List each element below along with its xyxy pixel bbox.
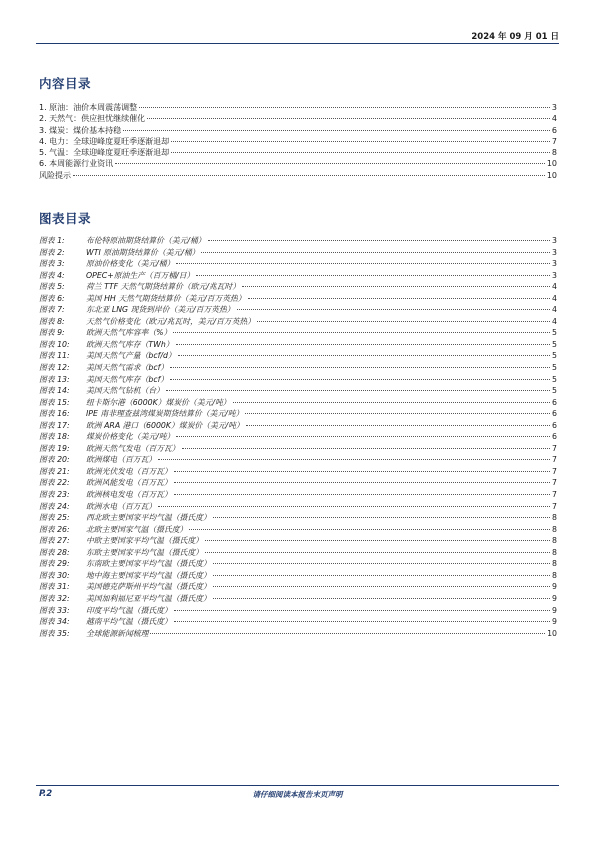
figure-entry-number: 图表 16: bbox=[39, 409, 70, 419]
figure-entry-page: 7 bbox=[552, 501, 557, 511]
figure-entry-title: 全球能源新闻梳理 bbox=[86, 628, 149, 638]
figure-entry-page: 6 bbox=[552, 432, 557, 442]
dot-leader bbox=[178, 355, 550, 356]
figure-entry-number: 图表 18: bbox=[39, 432, 70, 442]
figure-entry[interactable] bbox=[39, 477, 557, 489]
figure-entry-title: 欧洲风能发电（百万瓦） bbox=[86, 478, 172, 488]
dot-leader bbox=[196, 275, 550, 276]
figure-entry-page: 8 bbox=[552, 536, 557, 546]
dot-leader bbox=[213, 517, 550, 518]
figure-entry-title: OPEC+原油生产（百万桶/日） bbox=[86, 270, 195, 280]
figure-entry-number: 图表 28: bbox=[39, 547, 70, 557]
figure-entry-page: 5 bbox=[552, 363, 557, 373]
figure-entry[interactable] bbox=[39, 593, 557, 605]
dot-leader bbox=[246, 425, 550, 426]
figure-entry[interactable] bbox=[39, 270, 557, 282]
dot-leader bbox=[170, 379, 550, 380]
dot-leader bbox=[213, 563, 550, 564]
toc-entry-label: 3. 煤炭：煤价基本持稳 bbox=[39, 125, 122, 135]
figure-entry-page: 4 bbox=[552, 305, 557, 315]
dot-leader bbox=[123, 130, 550, 131]
dot-leader bbox=[174, 494, 550, 495]
figure-entry[interactable] bbox=[39, 362, 557, 374]
figure-entry-number: 图表 1: bbox=[39, 236, 65, 245]
figure-entry[interactable] bbox=[39, 558, 557, 570]
dot-leader bbox=[257, 321, 550, 322]
toc-entry-page: 10 bbox=[546, 170, 557, 180]
toc-entry-label: 1. 原油：油价本周震荡调整 bbox=[39, 103, 138, 112]
figure-entry[interactable] bbox=[39, 443, 557, 455]
dot-leader bbox=[73, 175, 545, 176]
figure-entry-page: 6 bbox=[552, 397, 557, 407]
figure-entry[interactable] bbox=[39, 628, 557, 640]
figure-entry-page: 7 bbox=[552, 466, 557, 476]
figure-entry-title: 美国天然气库存（bcf） bbox=[86, 374, 169, 384]
figure-entry-title: 纽卡斯尔港（6000K）煤炭价（美元/吨） bbox=[86, 397, 231, 407]
figure-entry[interactable] bbox=[39, 466, 557, 478]
toc-entry-page: 8 bbox=[551, 148, 557, 158]
figure-entry-page: 8 bbox=[552, 570, 557, 580]
figure-entry-title: 东北亚 LNG 现货到岸价（美元/百万英热） bbox=[86, 305, 235, 315]
dot-leader bbox=[176, 263, 550, 264]
dot-leader bbox=[205, 552, 550, 553]
figure-entry[interactable] bbox=[39, 501, 557, 513]
figure-entry-page: 7 bbox=[552, 443, 557, 453]
figure-entry-title: 欧洲光伏发电（百万瓦） bbox=[86, 466, 172, 476]
figure-entry-number: 图表 15: bbox=[39, 397, 70, 407]
dot-leader bbox=[158, 506, 550, 507]
figure-entry-page: 8 bbox=[552, 524, 557, 534]
figure-entry-page: 4 bbox=[552, 282, 557, 292]
dot-leader bbox=[158, 459, 550, 460]
dot-leader bbox=[213, 575, 550, 576]
dot-leader bbox=[237, 309, 550, 310]
dot-leader bbox=[174, 482, 550, 483]
figure-entry[interactable] bbox=[39, 535, 557, 547]
dot-leader bbox=[245, 413, 550, 414]
figure-entry-page: 8 bbox=[552, 513, 557, 523]
dot-leader bbox=[139, 107, 550, 108]
figure-entry-page: 5 bbox=[552, 386, 557, 396]
figure-entry[interactable] bbox=[39, 350, 557, 362]
toc-list bbox=[39, 102, 557, 181]
figure-entry-page: 7 bbox=[552, 490, 557, 500]
figure-entry-page: 9 bbox=[552, 617, 557, 627]
figure-list-title: 图表目录 bbox=[39, 211, 92, 226]
figure-entry-number: 图表 4: bbox=[39, 270, 65, 280]
figure-entry-number: 图表 32: bbox=[39, 593, 70, 603]
dot-leader bbox=[208, 240, 550, 241]
figure-entry-page: 9 bbox=[552, 605, 557, 615]
figure-entry[interactable] bbox=[39, 281, 557, 293]
figure-entry-number: 图表 33: bbox=[39, 605, 70, 615]
figure-entry[interactable] bbox=[39, 547, 557, 559]
toc-entry-label: 风险提示 bbox=[39, 170, 71, 180]
toc-entry-label: 4. 电力：全球迎峰度夏旺季逐渐退却 bbox=[39, 136, 170, 146]
figure-entry-page: 10 bbox=[547, 628, 557, 638]
figure-entry[interactable] bbox=[39, 304, 557, 316]
toc-entry[interactable] bbox=[39, 136, 557, 147]
figure-entry-number: 图表 19: bbox=[39, 443, 70, 453]
figure-entry-number: 图表 17: bbox=[39, 420, 70, 430]
dot-leader bbox=[233, 402, 550, 403]
figure-entry-number: 图表 6: bbox=[39, 293, 65, 303]
figure-entry-title: 布伦特原油期货结算价（美元/桶） bbox=[86, 236, 206, 245]
figure-entry-number: 图表 31: bbox=[39, 582, 70, 592]
dot-leader bbox=[115, 163, 545, 164]
toc-entry-label: 5. 气温：全球迎峰度夏旺季逐渐退却 bbox=[39, 148, 170, 158]
figure-entry-number: 图表 21: bbox=[39, 466, 70, 476]
figure-entry-title: 欧洲天然气库存（TWh） bbox=[86, 339, 174, 349]
figure-entry-title: 美国加利福尼亚平均气温（摄氏度） bbox=[86, 593, 211, 603]
figure-entry-page: 3 bbox=[552, 259, 557, 269]
figure-entry-page: 3 bbox=[552, 236, 557, 245]
figure-entry-page: 4 bbox=[552, 316, 557, 326]
figure-entry[interactable] bbox=[39, 489, 557, 501]
figure-entry-title: 越南平均气温（摄氏度） bbox=[86, 617, 172, 627]
figure-entry-number: 图表 23: bbox=[39, 490, 70, 500]
toc-entry-page: 10 bbox=[546, 159, 557, 169]
figure-entry-number: 图表 8: bbox=[39, 316, 65, 326]
figure-entry-page: 8 bbox=[552, 547, 557, 557]
figure-entry-title: 美国 HH 天然气期货结算价（美元/百万英热） bbox=[86, 293, 246, 303]
figure-entry-number: 图表 12: bbox=[39, 363, 70, 373]
figure-entry-title: 天然气价格变化（欧元/兆瓦时，美元/百万英热） bbox=[86, 316, 255, 326]
figure-entry[interactable] bbox=[39, 293, 557, 305]
dot-leader bbox=[201, 252, 550, 253]
figure-entry-title: 欧洲 ARA 港口（6000K）煤炭价（美元/吨） bbox=[86, 420, 244, 430]
dot-leader bbox=[173, 332, 550, 333]
figure-entry[interactable] bbox=[39, 616, 557, 628]
dot-leader bbox=[174, 621, 550, 622]
figure-entry-page: 6 bbox=[552, 420, 557, 430]
figure-entry-title: 欧洲天然气发电（百万瓦） bbox=[86, 443, 180, 453]
figure-entry-title: 美国天然气产量（bcf/d） bbox=[86, 351, 176, 361]
figure-entry[interactable] bbox=[39, 524, 557, 536]
figure-entry[interactable] bbox=[39, 247, 557, 259]
figure-entry-title: 欧洲水电（百万瓦） bbox=[86, 501, 157, 511]
figure-entry-number: 图表 13: bbox=[39, 374, 70, 384]
figure-entry-number: 图表 9: bbox=[39, 328, 65, 338]
figure-entry-title: WTI 原油期货结算价（美元/桶） bbox=[86, 247, 200, 257]
figure-entry-number: 图表 10: bbox=[39, 339, 70, 349]
dot-leader bbox=[182, 448, 550, 449]
figure-entry-page: 3 bbox=[552, 247, 557, 257]
figure-entry-page: 5 bbox=[552, 351, 557, 361]
dot-leader bbox=[174, 471, 550, 472]
figure-entry[interactable] bbox=[39, 385, 557, 397]
figure-entry-title: 东欧主要国家平均气温（摄氏度） bbox=[86, 547, 203, 557]
figure-entry-title: 欧洲煤电（百万瓦） bbox=[86, 455, 157, 465]
figure-entry-page: 4 bbox=[552, 293, 557, 303]
toc-entry[interactable] bbox=[39, 125, 557, 136]
figure-entry-title: 荷兰 TTF 天然气期货结算价（欧元/兆瓦时） bbox=[86, 282, 241, 292]
figure-entry-number: 图表 27: bbox=[39, 536, 70, 546]
figure-entry-title: 印度平均气温（摄氏度） bbox=[86, 605, 172, 615]
figure-entry-title: 美国天然气钻机（台） bbox=[86, 386, 164, 396]
figure-entry-page: 7 bbox=[552, 455, 557, 465]
toc-entry-label: 6. 本周能源行业资讯 bbox=[39, 159, 114, 169]
figure-entry-title: 中欧主要国家平均气温（摄氏度） bbox=[86, 536, 203, 546]
footer-divider bbox=[36, 785, 559, 786]
figure-entry-title: 西北欧主要国家平均气温（摄氏度） bbox=[86, 513, 211, 523]
figure-entry-title: 美国天然气需求（bcf） bbox=[86, 363, 169, 373]
figure-entry-number: 图表 30: bbox=[39, 570, 70, 580]
figure-entry-title: 煤炭价格变化（美元/吨） bbox=[86, 432, 175, 442]
dot-leader bbox=[171, 152, 550, 153]
dot-leader bbox=[242, 286, 550, 287]
dot-leader bbox=[171, 141, 550, 142]
figure-entry-page: 6 bbox=[552, 409, 557, 419]
figure-entry-page: 3 bbox=[552, 270, 557, 280]
page-number: P.2 bbox=[39, 789, 53, 799]
figure-entry[interactable] bbox=[39, 431, 557, 443]
figure-entry-page: 9 bbox=[552, 582, 557, 592]
figure-entry-number: 图表 29: bbox=[39, 559, 70, 569]
figure-entry-number: 图表 22: bbox=[39, 478, 70, 488]
dot-leader bbox=[170, 367, 550, 368]
figure-entry-number: 图表 5: bbox=[39, 282, 65, 292]
figure-entry[interactable] bbox=[39, 408, 557, 420]
figure-entry[interactable] bbox=[39, 374, 557, 386]
toc-entry-page: 7 bbox=[551, 136, 557, 146]
dot-leader bbox=[147, 118, 550, 119]
toc-entry[interactable] bbox=[39, 102, 557, 113]
figure-entry-number: 图表 25: bbox=[39, 513, 70, 523]
figure-entry-page: 5 bbox=[552, 328, 557, 338]
figure-entry[interactable] bbox=[39, 454, 557, 466]
toc-entry[interactable] bbox=[39, 158, 557, 169]
toc-entry-page: 3 bbox=[551, 103, 557, 112]
figure-entry-page: 5 bbox=[552, 339, 557, 349]
figure-entry-title: 欧洲核电发电（百万瓦） bbox=[86, 490, 172, 500]
figure-entry-title: IPE 南非理查兹湾煤炭期货结算价（美元/吨） bbox=[86, 409, 244, 419]
figure-entry[interactable] bbox=[39, 420, 557, 432]
header-divider bbox=[36, 43, 559, 44]
figure-entry-page: 5 bbox=[552, 374, 557, 384]
figure-entry[interactable] bbox=[39, 581, 557, 593]
figure-entry-number: 图表 35: bbox=[39, 628, 70, 638]
figure-entry-page: 7 bbox=[552, 478, 557, 488]
figure-entry[interactable] bbox=[39, 512, 557, 524]
figure-entry-number: 图表 7: bbox=[39, 305, 65, 315]
figure-entry-number: 图表 26: bbox=[39, 524, 70, 534]
dot-leader bbox=[248, 298, 550, 299]
dot-leader bbox=[150, 633, 545, 634]
figure-entry-number: 图表 3: bbox=[39, 259, 65, 269]
figure-entry[interactable] bbox=[39, 327, 557, 339]
toc-entry-page: 6 bbox=[551, 125, 557, 135]
toc-title: 内容目录 bbox=[39, 76, 92, 91]
figure-entry[interactable] bbox=[39, 605, 557, 617]
figure-entry-page: 9 bbox=[552, 593, 557, 603]
report-date: 2024 年 09 月 01 日 bbox=[471, 32, 559, 42]
disclaimer-note: 请仔细阅读本报告末页声明 bbox=[252, 790, 343, 799]
toc-entry-page: 4 bbox=[551, 114, 557, 124]
dot-leader bbox=[176, 436, 550, 437]
figure-entry-number: 图表 11: bbox=[39, 351, 70, 361]
figure-entry-title: 原油价格变化（美元/桶） bbox=[86, 259, 175, 269]
dot-leader bbox=[213, 598, 550, 599]
figure-entry-title: 东南欧主要国家平均气温（摄氏度） bbox=[86, 559, 211, 569]
dot-leader bbox=[205, 540, 550, 541]
dot-leader bbox=[189, 529, 550, 530]
figure-entry-number: 图表 20: bbox=[39, 455, 70, 465]
toc-entry[interactable] bbox=[39, 113, 557, 124]
toc-entry[interactable] bbox=[39, 170, 557, 181]
figure-entry[interactable] bbox=[39, 258, 557, 270]
figure-list bbox=[39, 235, 557, 639]
figure-entry[interactable] bbox=[39, 570, 557, 582]
figure-entry-title: 北欧主要国家气温（摄氏度） bbox=[86, 524, 188, 534]
figure-entry-number: 图表 24: bbox=[39, 501, 70, 511]
dot-leader bbox=[213, 586, 550, 587]
figure-entry-title: 地中海主要国家平均气温（摄氏度） bbox=[86, 570, 211, 580]
figure-entry-title: 欧洲天然气库容率（%） bbox=[86, 328, 172, 338]
toc-entry-label: 2. 天然气：供应担忧继续催化 bbox=[39, 114, 146, 124]
dot-leader bbox=[176, 344, 550, 345]
figure-entry-title: 美国德克萨斯州平均气温（摄氏度） bbox=[86, 582, 211, 592]
figure-entry-number: 图表 34: bbox=[39, 617, 70, 627]
figure-entry[interactable] bbox=[39, 235, 557, 247]
toc-entry[interactable] bbox=[39, 147, 557, 158]
figure-entry[interactable] bbox=[39, 339, 557, 351]
dot-leader bbox=[166, 390, 550, 391]
figure-entry[interactable] bbox=[39, 316, 557, 328]
dot-leader bbox=[174, 610, 550, 611]
figure-entry-number: 图表 14: bbox=[39, 386, 70, 396]
figure-entry-page: 8 bbox=[552, 559, 557, 569]
figure-entry[interactable] bbox=[39, 397, 557, 409]
figure-entry-number: 图表 2: bbox=[39, 247, 65, 257]
